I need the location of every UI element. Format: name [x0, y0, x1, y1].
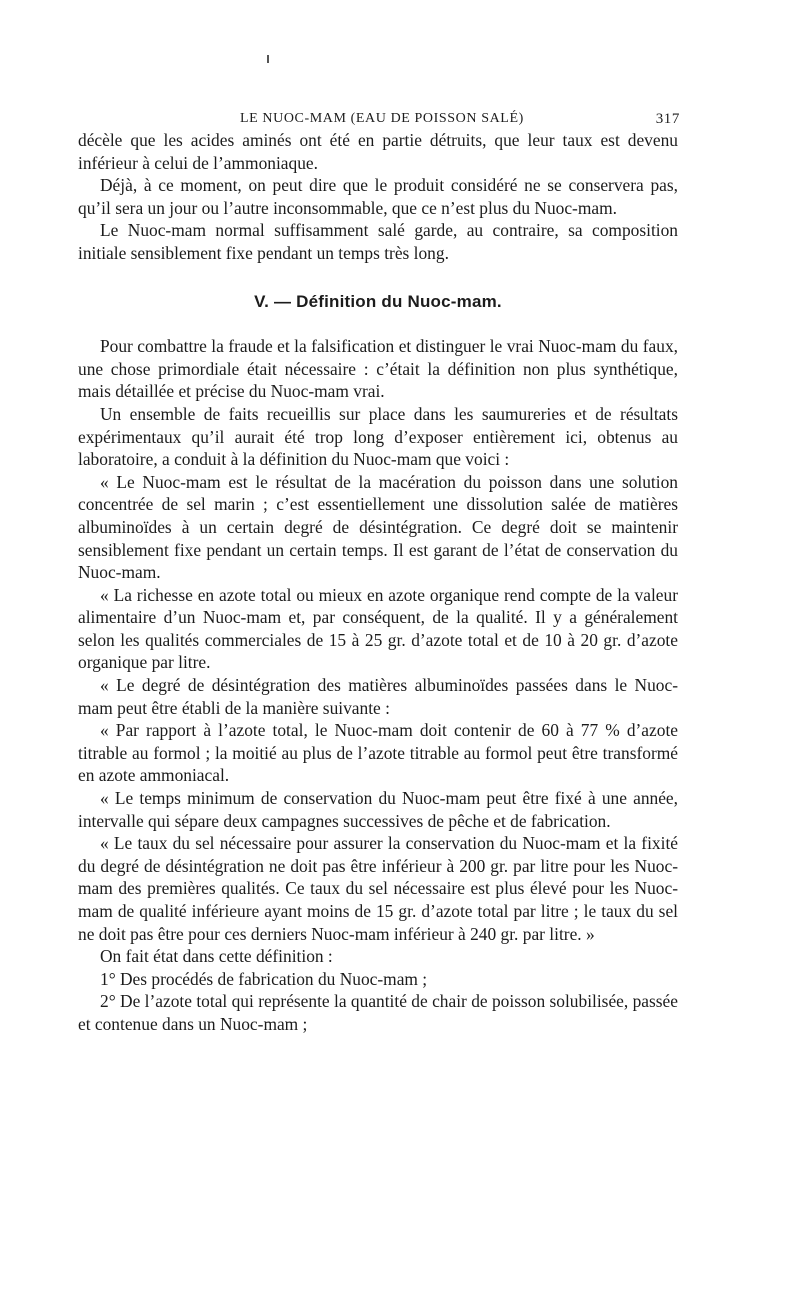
quoted-paragraph: « Par rapport à l’azote total, le Nuoc-mam doit contenir de 60 à 77 % d’azote titrable au formol ; la moitié au plus de l’azote titrable au formol peut être transformé en azote ammoniacal.: [78, 720, 678, 786]
quoted-paragraph: « Le temps minimum de conservation du Nuoc-mam peut être fixé à une année, intervalle qui sépare deux campagnes successives de pêche et de fabrication.: [78, 788, 678, 831]
stray-ink-mark: [267, 55, 269, 63]
quoted-paragraph: « Le taux du sel nécessaire pour assurer la conservation du Nuoc-mam et la fixité du degré de désintégration ne doit pas être inférieur à 200 gr. par litre pour les Nuoc-mam des premières qualités. Ce taux du sel nécessaire est plus élevé pour les Nuoc-mam de qualité inférieure ayant moins de 15 gr. d’azote total par litre ; le taux du sel ne doit pas être pour ces derniers Nuoc-mam inférieur à 240 gr. par litre. »: [78, 833, 678, 944]
quoted-paragraph: « La richesse en azote total ou mieux en azote organique rend compte de la valeur alimentaire d’un Nuoc-mam et, par conséquent, de la qualité. Il y a généralement selon les qualités commerciales de 15 à 25 gr. d’azote total et de 10 à 20 gr. d’azote organique par litre.: [78, 584, 678, 673]
quoted-paragraph: « Le Nuoc-mam est le résultat de la macération du poisson dans une solution concentrée de sel marin ; c’est essentiellement une dissolution salée de matières albuminoïdes à un certain degré de désintégration. Ce degré doit se maintenir sensiblement fixe pendant un certain temps. Il est garant de l’état de conservation du Nuoc-mam.: [78, 471, 678, 583]
quoted-paragraph: « Le degré de désintégration des matières albuminoïdes passées dans le Nuoc-mam peut être établi de la manière suivante :: [78, 675, 678, 718]
paragraph: Un ensemble de faits recueillis sur place dans les saumureries et de résultats expérimentaux qu’il aurait été trop long d’exposer entièrement ici, obtenus au laboratoire, a conduit à la définition du Nuoc-mam que voici :: [78, 403, 678, 470]
paragraph: Déjà, à ce moment, on peut dire que le produit considéré ne se conservera pas, qu’il sera un jour ou l’autre inconsommable, que ce n’est plus du Nuoc-mam.: [78, 175, 678, 218]
book-page: [78, 103, 678, 1036]
body-text: [78, 129, 678, 1036]
paragraph-continuation: décèle que les acides aminés ont été en partie détruits, que leur taux est devenu inférieur à celui de l’ammoniaque.: [78, 130, 678, 173]
section-heading: V. — Définition du Nuoc-mam.: [254, 291, 502, 311]
page-header: [78, 103, 678, 129]
page-number: 317: [655, 111, 680, 127]
list-item: 1° Des procédés de fabrication du Nuoc-mam ;: [100, 968, 428, 989]
running-title: LE NUOC-MAM (EAU DE POISSON SALÉ): [240, 111, 524, 126]
paragraph: On fait état dans cette définition :: [100, 946, 333, 967]
list-item: 2° De l’azote total qui représente la quantité de chair de poisson solubilisée, passée et contenue dans un Nuoc-mam ;: [78, 991, 678, 1034]
paragraph: Le Nuoc-mam normal suffisamment salé garde, au contraire, sa composition initiale sensiblement fixe pendant un temps très long.: [78, 220, 678, 263]
paragraph: Pour combattre la fraude et la falsification et distinguer le vrai Nuoc-mam du faux, une chose primordiale était nécessaire : c’était la définition non plus synthétique, mais détaillée et précise du Nuoc-mam vrai.: [78, 336, 678, 402]
